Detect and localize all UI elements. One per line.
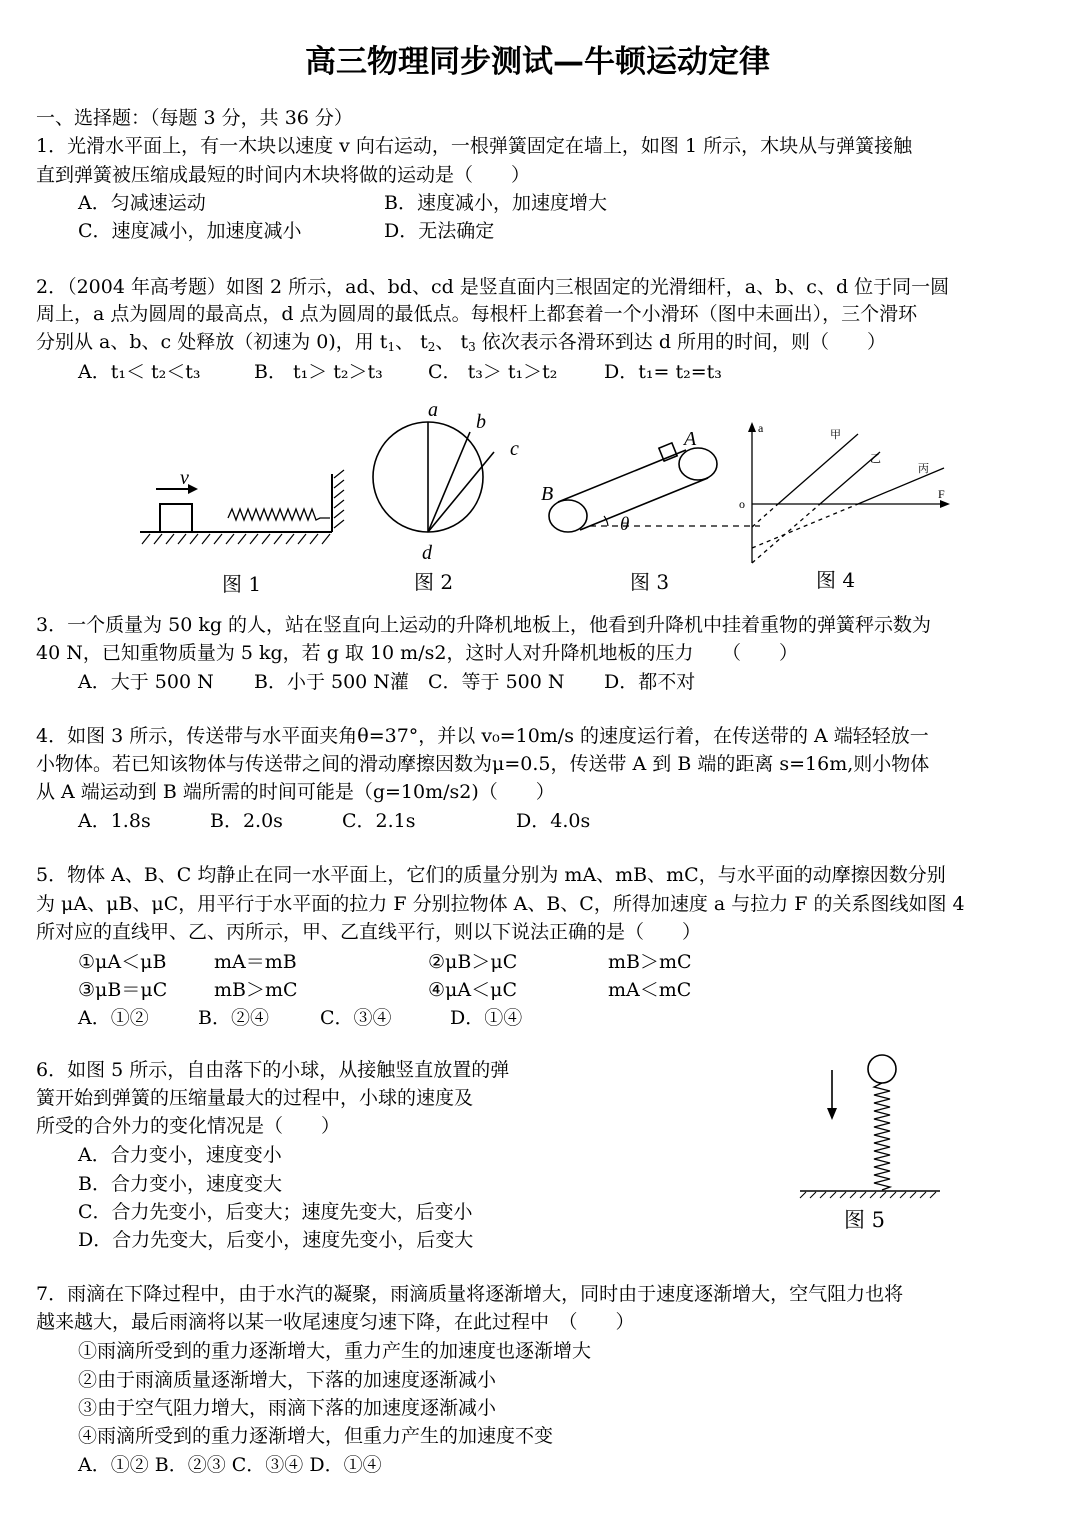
q7-statement-2: ②由于雨滴质量逐渐增大，下落的加速度逐渐减小 (78, 1369, 497, 1391)
q5-option-a: A．①② (78, 1007, 149, 1029)
q4-option-d: D．4.0s (516, 810, 591, 832)
fig1-caption: 图 1 (222, 572, 262, 596)
q4-option-b: B．2.0s (210, 810, 283, 832)
q7-stem-line1: 7．雨滴在下降过程中，由于水汽的凝聚，雨滴质量将逐渐增大，同时由于速度逐渐增大，空气阻力也将 (36, 1283, 904, 1305)
figure-1-block-spring (140, 470, 344, 544)
q2-option-a: A．t₁＜ t₂＜t₃ (78, 361, 201, 383)
q6-stem-line2: 簧开始到弹簧的压缩量最大的过程中，小球的速度及 (36, 1087, 474, 1109)
q5-option-d: D．①④ (450, 1007, 523, 1029)
q2-option-b: B． t₁＞ t₂＞t₃ (254, 361, 383, 383)
q5-statement-3: ③μB＝μC (78, 979, 168, 1001)
fig2-caption: 图 2 (414, 570, 454, 594)
q5-option-c: C．③④ (320, 1007, 392, 1029)
q3-option-d: D．都不对 (604, 671, 696, 693)
q5-statement-2: ②μB＞μC (428, 951, 518, 973)
q7-statement-3: ③由于空气阻力增大，雨滴下落的加速度逐渐减小 (78, 1397, 497, 1419)
q3-stem-line2: 40 N，已知重物质量为 5 kg，若 g 取 10 m/s2，这时人对升降机地板的压力 （ ） (36, 642, 798, 664)
q6-option-c: C．合力先变小，后变大；速度先变大，后变小 (78, 1201, 473, 1223)
q4-stem-line2: 小物体。若已知该物体与传送带之间的滑动摩擦因数为μ=0.5，传送带 A 到 B 端的距离 s=16m,则小物体 (36, 753, 930, 775)
q4-stem-line1: 4．如图 3 所示，传送带与水平面夹角θ=37°，并以 v₀=10m/s 的速度运行着，在传送带的 A 端轻轻放一 (36, 725, 929, 747)
q4-option-c: C．2.1s (342, 810, 416, 832)
q1-stem-line2: 直到弹簧被压缩成最短的时间内木块将做的运动是（ ） (36, 164, 531, 186)
figure-4-a-f-graph (748, 422, 950, 563)
fig3-caption: 图 3 (630, 570, 670, 594)
q2-option-d: D．t₁= t₂=t₃ (604, 361, 722, 383)
q1-option-b: B．速度减小，加速度增大 (384, 192, 607, 214)
fig4-line-yi: 乙 (870, 453, 881, 465)
q3-option-c: C．等于 500 N (428, 671, 565, 693)
fig3-end-b: B (541, 483, 554, 505)
q3-stem-line1: 3．一个质量为 50 kg 的人，站在竖直向上运动的升降机地板上，他看到升降机中挂着重物的弹簧秤示数为 (36, 614, 932, 636)
q5-statement-2-mass: mB＞mC (608, 951, 692, 973)
q2-stem-line1: 2．（2004 年高考题）如图 2 所示，ad、bd、cd 是竖直面内三根固定的光滑细杆，a、b、c、d 位于同一圆 (36, 276, 950, 298)
fig2-point-a: a (428, 399, 438, 421)
q7-statement-1: ①雨滴所受到的重力逐渐增大，重力产生的加速度也逐渐增大 (78, 1340, 592, 1362)
q5-stem-line1: 5．物体 A、B、C 均静止在同一水平面上，它们的质量分别为 mA、mB、mC，与水平面的动摩擦因数分别 (36, 864, 946, 886)
q5-stem-line3: 所对应的直线甲、乙、丙所示，甲、乙直线平行，则以下说法正确的是（ ） (36, 921, 702, 943)
q1-option-c: C．速度减小，加速度减小 (78, 220, 302, 242)
q6-option-d: D．合力先变大，后变小，速度先变小，后变大 (78, 1229, 474, 1251)
fig4-line-bing: 丙 (918, 463, 929, 475)
q6-stem-line1: 6．如图 5 所示，自由落下的小球，从接触竖直放置的弹 (36, 1059, 510, 1081)
section-heading: 一、选择题：（每题 3 分，共 36 分） (36, 107, 353, 129)
figure-5-ball-spring (790, 1050, 950, 1205)
q1-stem-line1: 1．光滑水平面上，有一木块以速度 v 向右运动，一根弹簧固定在墙上，如图 1 所示，木块从与弹簧接触 (36, 135, 913, 157)
q2-option-c: C． t₃＞ t₁＞t₂ (428, 361, 558, 383)
q5-statement-4: ④μA＜μC (428, 979, 517, 1001)
q3-option-a: A．大于 500 N (78, 671, 214, 693)
q5-statement-3-mass: mB＞mC (214, 979, 298, 1001)
q5-statement-1-mass: mA＝mB (214, 951, 297, 973)
q7-stem-line2: 越来越大，最后雨滴将以某一收尾速度匀速下降，在此过程中 （ ） (36, 1311, 635, 1333)
fig2-point-c: c (510, 438, 519, 460)
q2-stem-line2: 周上，a 点为圆周的最高点，d 点为圆周的最低点。每根杆上都套着一个小滑环（图中未画出），三个滑环 (36, 303, 918, 325)
figure-3-conveyor (549, 443, 760, 532)
fig4-line-jia: 甲 (830, 429, 841, 441)
q3-option-b: B．小于 500 N灌 (254, 671, 409, 693)
fig2-point-d: d (422, 542, 432, 564)
q4-option-a: A．1.8s (78, 810, 151, 832)
q1-option-a: A．匀减速运动 (78, 192, 206, 214)
q6-option-a: A．合力变小，速度变小 (78, 1144, 282, 1166)
fig4-origin-o: o (739, 497, 745, 511)
q6-option-b: B．合力变小，速度变大 (78, 1173, 282, 1195)
fig2-point-b: b (476, 411, 486, 433)
q5-option-b: B．②④ (198, 1007, 269, 1029)
fig3-angle-theta: θ (620, 514, 630, 535)
figure-2-circle-rods (373, 422, 494, 532)
fig4-axis-f: F (938, 487, 945, 501)
q7-options: A．①② B．②③ C．③④ D．①④ (78, 1454, 382, 1476)
q1-option-d: D．无法确定 (384, 220, 495, 242)
fig3-end-a: A (684, 428, 697, 450)
q5-stem-line2: 为 μA、μB、μC，用平行于水平面的拉力 F 分别拉物体 A、B、C，所得加速度 a 与拉力 F 的关系图线如图 4 (36, 893, 965, 915)
fig4-caption: 图 4 (816, 568, 856, 592)
q6-stem-line3: 所受的合外力的变化情况是（ ） (36, 1115, 341, 1137)
q7-statement-4: ④雨滴所受到的重力逐渐增大，但重力产生的加速度不变 (78, 1425, 554, 1447)
q5-statement-1: ①μA＜μB (78, 951, 167, 973)
fig4-axis-a: a (758, 421, 764, 435)
q5-statement-4-mass: mA＜mC (608, 979, 692, 1001)
fig1-velocity-label: v (180, 467, 189, 489)
figures-row (0, 398, 1075, 598)
page-title: 高三物理同步测试—牛顿运动定律 (305, 44, 770, 80)
fig5-caption: 图 5 (844, 1208, 886, 1232)
q2-stem-line3: 分别从 a、b、c 处释放（初速为 0)，用 $t_1$、 $t_2$、 $t_3$ 依次表示各滑环到达 d 所用的时间，则（ ） (36, 331, 887, 354)
q4-stem-line3: 从 A 端运动到 B 端所需的时间可能是（g=10m/s2)（ ） (36, 781, 555, 803)
